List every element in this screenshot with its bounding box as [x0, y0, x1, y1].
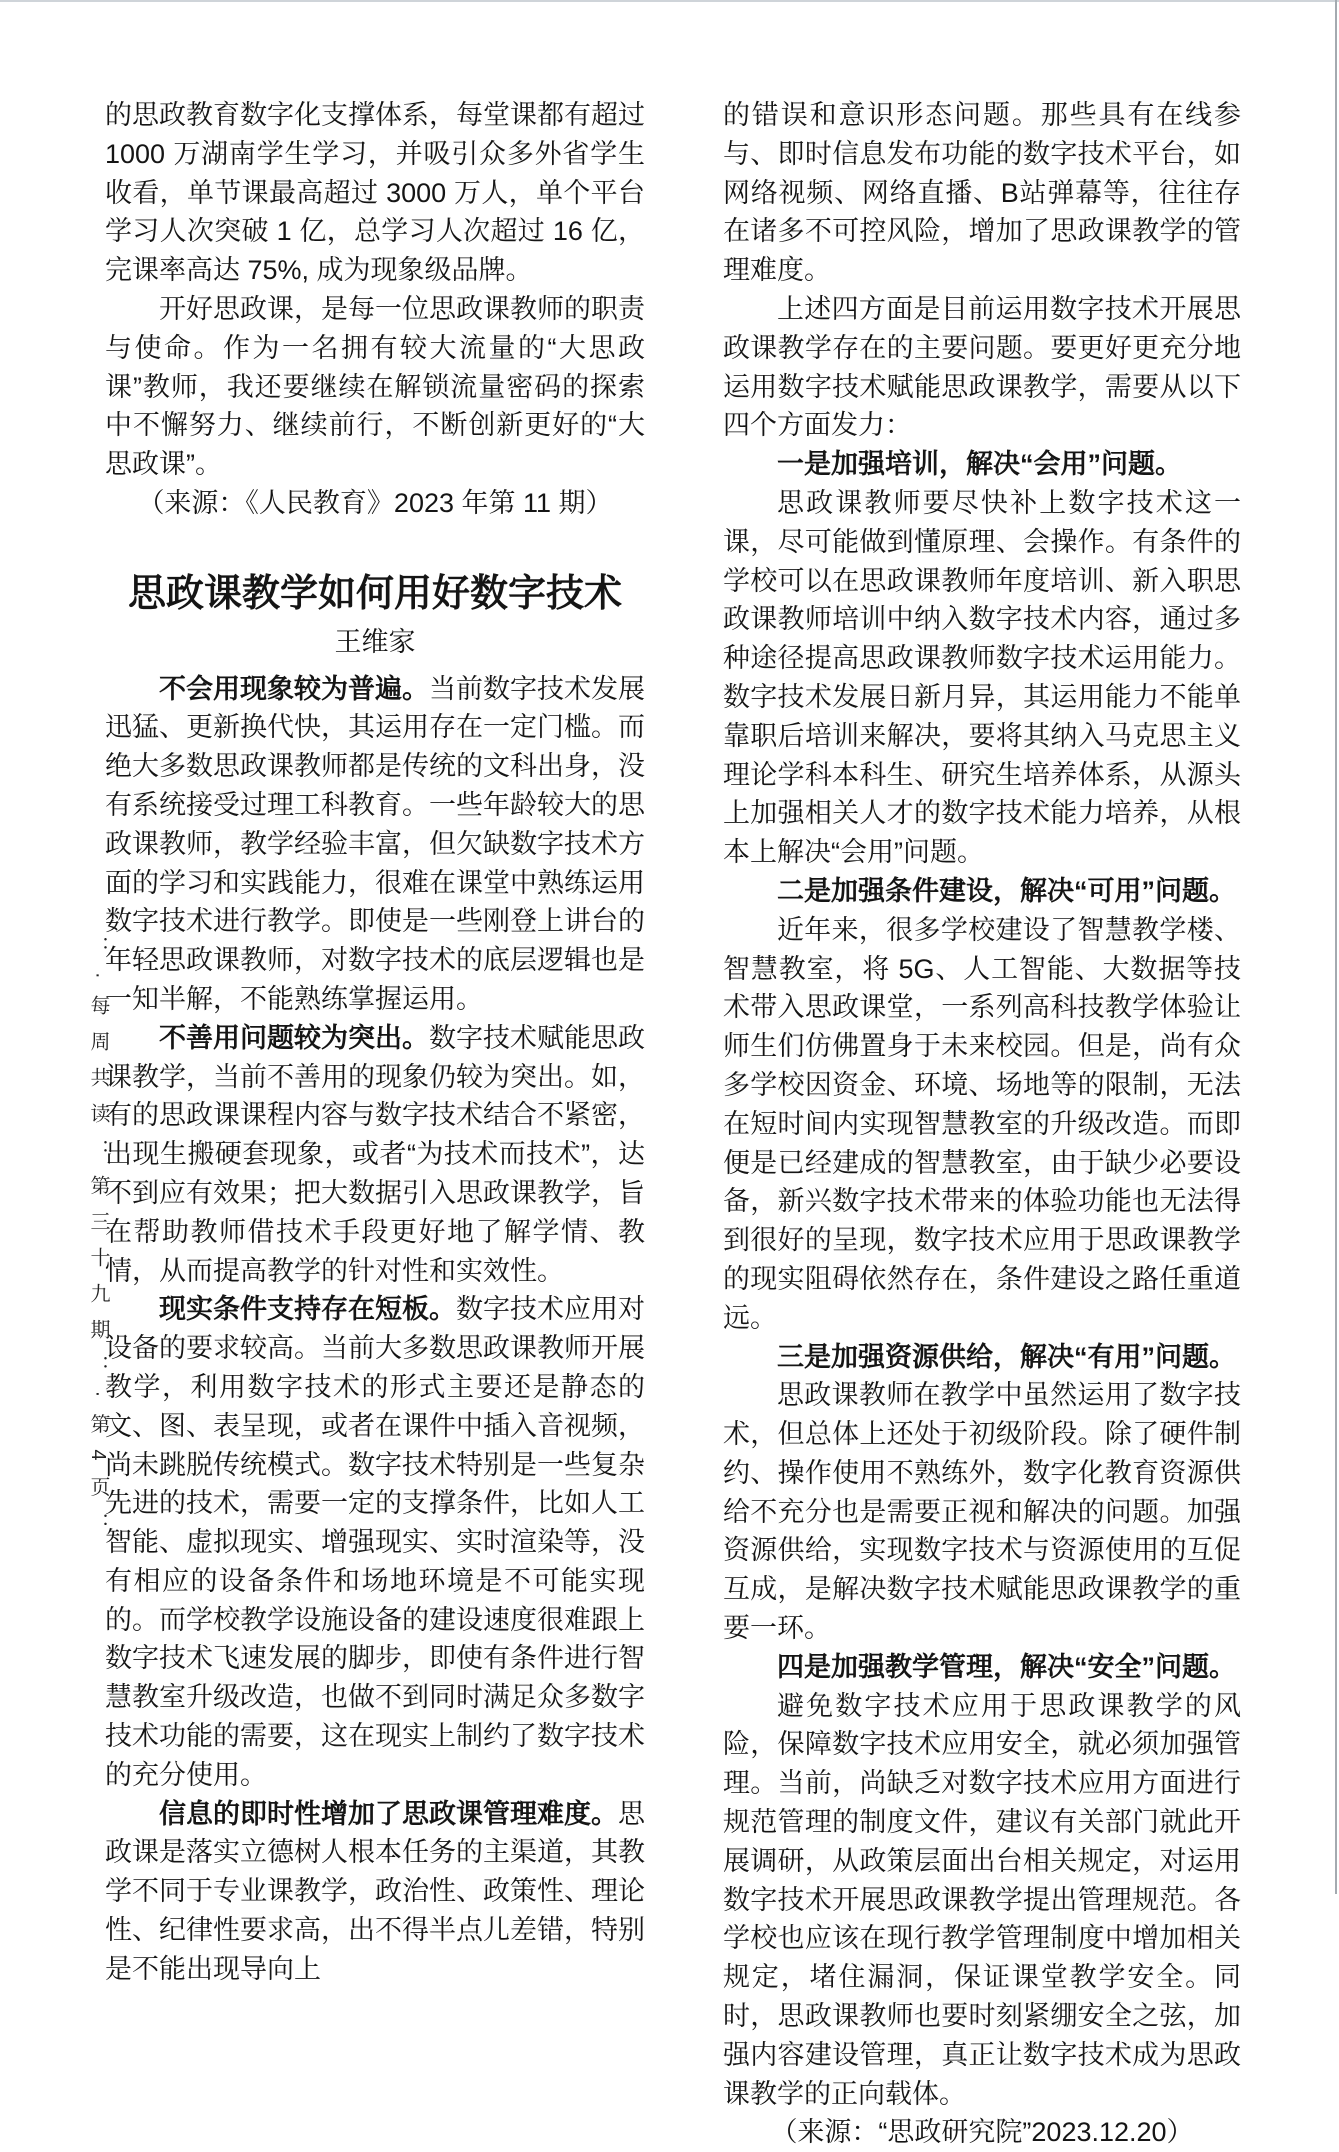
- paragraph: [723, 96, 1241, 290]
- paragraph-lead: 不善用问题较为突出。: [159, 1022, 429, 1053]
- paragraph-text: 近年来，很多学校建设了智慧教学楼、智慧教室，将 5G、人工智能、大数据等技术带入思政课堂，一系列高科技教学体验让师生们仿佛置身于未来校园。但是，尚有众多学校因资金、环境、场地等的限制，无法在短时间内实现智慧教室的升级改造。而即便是已经建成的智慧教室，由于缺少必要设备，新兴数字技术带来的体验功能也无法得到很好的呈现，数字技术应用于思政课教学的现实阻碍依然存在，条件建设之路任重道远。: [723, 914, 1241, 1333]
- section-heading: [723, 1648, 1241, 1687]
- page-right-edge: [1335, 0, 1337, 1894]
- left-column: [105, 96, 645, 1989]
- paragraph: [105, 96, 645, 290]
- article-author: 王维家: [334, 626, 416, 657]
- section-heading: [723, 445, 1241, 484]
- section-heading-text: 二是加强条件建设，解决“可用”问题。: [777, 875, 1236, 906]
- paragraph-text: 开好思政课，是每一位思政课教师的职责与使命。作为一名拥有较大流量的“大思政课”教师，我还要继续在解锁流量密码的探索中不懈努力、继续前行，不断创新更好的“大思政课”。: [105, 293, 645, 480]
- paragraph-text: 的思政教育数字化支撑体系，每堂课都有超过 1000 万湖南学生学习，并吸引众多外省学生收看，单节课最高超过 3000 万人，单个平台学习人次突破 1 亿，总学习人次超过 16 亿，完课率高达 75%, 成为现象级品牌。: [105, 100, 645, 286]
- section-heading-text: 三是加强资源供给，解决“有用”问题。: [777, 1341, 1236, 1372]
- paragraph-text: 的错误和意识形态问题。那些具有在线参与、即时信息发布功能的数字技术平台，如网络视频、网络直播、B站弹幕等，往往存在诸多不可控风险，增加了思政课教学的管理难度。: [723, 100, 1241, 286]
- paragraph-lead: 现实条件支持存在短板。: [159, 1294, 456, 1325]
- source-line: （来源：《人民教育》2023 年第 11 期）: [137, 487, 613, 518]
- paragraph: [723, 1687, 1241, 2114]
- paragraph: [105, 1795, 645, 1989]
- paragraph: [723, 484, 1241, 872]
- paragraph-text: 思政课教师在教学中虽然运用了数字技术，但总体上还处于初级阶段。除了硬件制约、操作使用不熟练外，数字化教育资源供给不充分也是需要正视和解决的问题。加强资源供给，实现数字技术与资源使用的互促互成，是解决数字技术赋能思政课教学的重要一环。: [723, 1380, 1241, 1644]
- paragraph: [105, 290, 645, 484]
- paragraph: [105, 1019, 645, 1291]
- paragraph-text: 当前数字技术发展迅猛、更新换代快，其运用存在一定门槛。而绝大多数思政课教师都是传统的文科出身，没有系统接受过理工科教育。一些年龄较大的思政课教师，教学经验丰富，但欠缺数字技术方面的学习和实践能力，很难在课堂中熟练运用数字技术进行教学。即使是一些刚登上讲台的年轻思政课教师，对数字技术的底层逻辑也是一知半解，不能熟练掌握运用。: [105, 673, 645, 1014]
- paragraph-text: 避免数字技术应用于思政课教学的风险，保障数字技术应用安全，就必须加强管理。当前，尚缺乏对数字技术应用方面进行规范管理的制度文件，建议有关部门就此开展调研，从政策层面出台相关规定，对运用数字技术开展思政课教学提出管理规范。各学校也应该在现行教学管理制度中增加相关规定，堵住漏洞，保证课堂教学安全。同时，思政课教师也要时刻紧绷安全之弦，加强内容建设管理，真正让数字技术成为思政课教学的正向载体。: [723, 1690, 1241, 2109]
- paragraph-text: 数字技术赋能思政课教学，当前不善用的现象仍较为突出。如，有的思政课课程内容与数字技术结合不紧密，出现生搬硬套现象，或者“为技术而技术”，达不到应有效果；把大数据引入思政课教学，旨在帮助教师借技术手段更好地了解学情、教情，从而提高教学的针对性和实效性。: [105, 1022, 645, 1286]
- paragraph-lead: 不会用现象较为普遍。: [159, 673, 429, 704]
- paragraph-text: 思政课是落实立德树人根本任务的主渠道，其教学不同于专业课教学，政治性、政策性、理论性、纪律性要求高，出不得半点儿差错，特别是不能出现导向上: [105, 1798, 645, 1984]
- section-heading-text: 四是加强教学管理，解决“安全”问题。: [777, 1651, 1236, 1682]
- paragraph: [105, 1290, 645, 1794]
- paragraph: [723, 290, 1241, 445]
- section-heading: [723, 1338, 1241, 1377]
- paragraph: [105, 670, 645, 1019]
- paragraph: [723, 911, 1241, 1338]
- source-line: （来源：“思政研究院”2023.12.20）: [770, 2117, 1194, 2148]
- paragraph: [723, 1376, 1241, 1648]
- page-top-edge: [0, 0, 1339, 2]
- paragraph-text: 数字技术应用对设备的要求较高。当前大多数思政课教师开展教学，利用数字技术的形式主要还是静态的文、图、表呈现，或者在课件中插入音视频，尚未跳脱传统模式。数字技术特别是一些复杂先进的技术，需要一定的支撑条件，比如人工智能、虚拟现实、增强现实、实时渲染等，没有相应的设备条件和场地环境是不可能实现的。而学校教学设施设备的建设速度很难跟上数字技术飞速发展的脚步，即使有条件进行智慧教室升级改造，也做不到同时满足众多数字技术功能的需要，这在现实上制约了数字技术的充分使用。: [105, 1294, 645, 1790]
- article-title: 思政课教学如何用好数字技术: [127, 572, 622, 615]
- paragraph-text: 思政课教师要尽快补上数字技术这一课，尽可能做到懂原理、会操作。有条件的学校可以在思政课教师年度培训、新入职思政课教师培训中纳入数字技术内容，通过多种途径提高思政课教师数字技术运用能力。数字技术发展日新月异，其运用能力不能单靠职后培训来解决，要将其纳入马克思主义理论学科本科生、研究生培养体系，从源头上加强相关人才的数字技术能力培养，从根本上解决“会用”问题。: [723, 487, 1241, 868]
- section-heading-text: 一是加强培训，解决“会用”问题。: [777, 449, 1182, 480]
- sidebar-vertical-text: ：·每周共读：第三十九期：·第4页：: [87, 936, 109, 1549]
- right-column: [723, 96, 1241, 2152]
- paragraph-lead: 信息的即时性增加了思政课管理难度。: [159, 1798, 618, 1829]
- section-heading: [723, 872, 1241, 911]
- paragraph-text: 上述四方面是目前运用数字技术开展思政课教学存在的主要问题。要更好更充分地运用数字技术赋能思政课教学，需要从以下四个方面发力：: [723, 293, 1241, 441]
